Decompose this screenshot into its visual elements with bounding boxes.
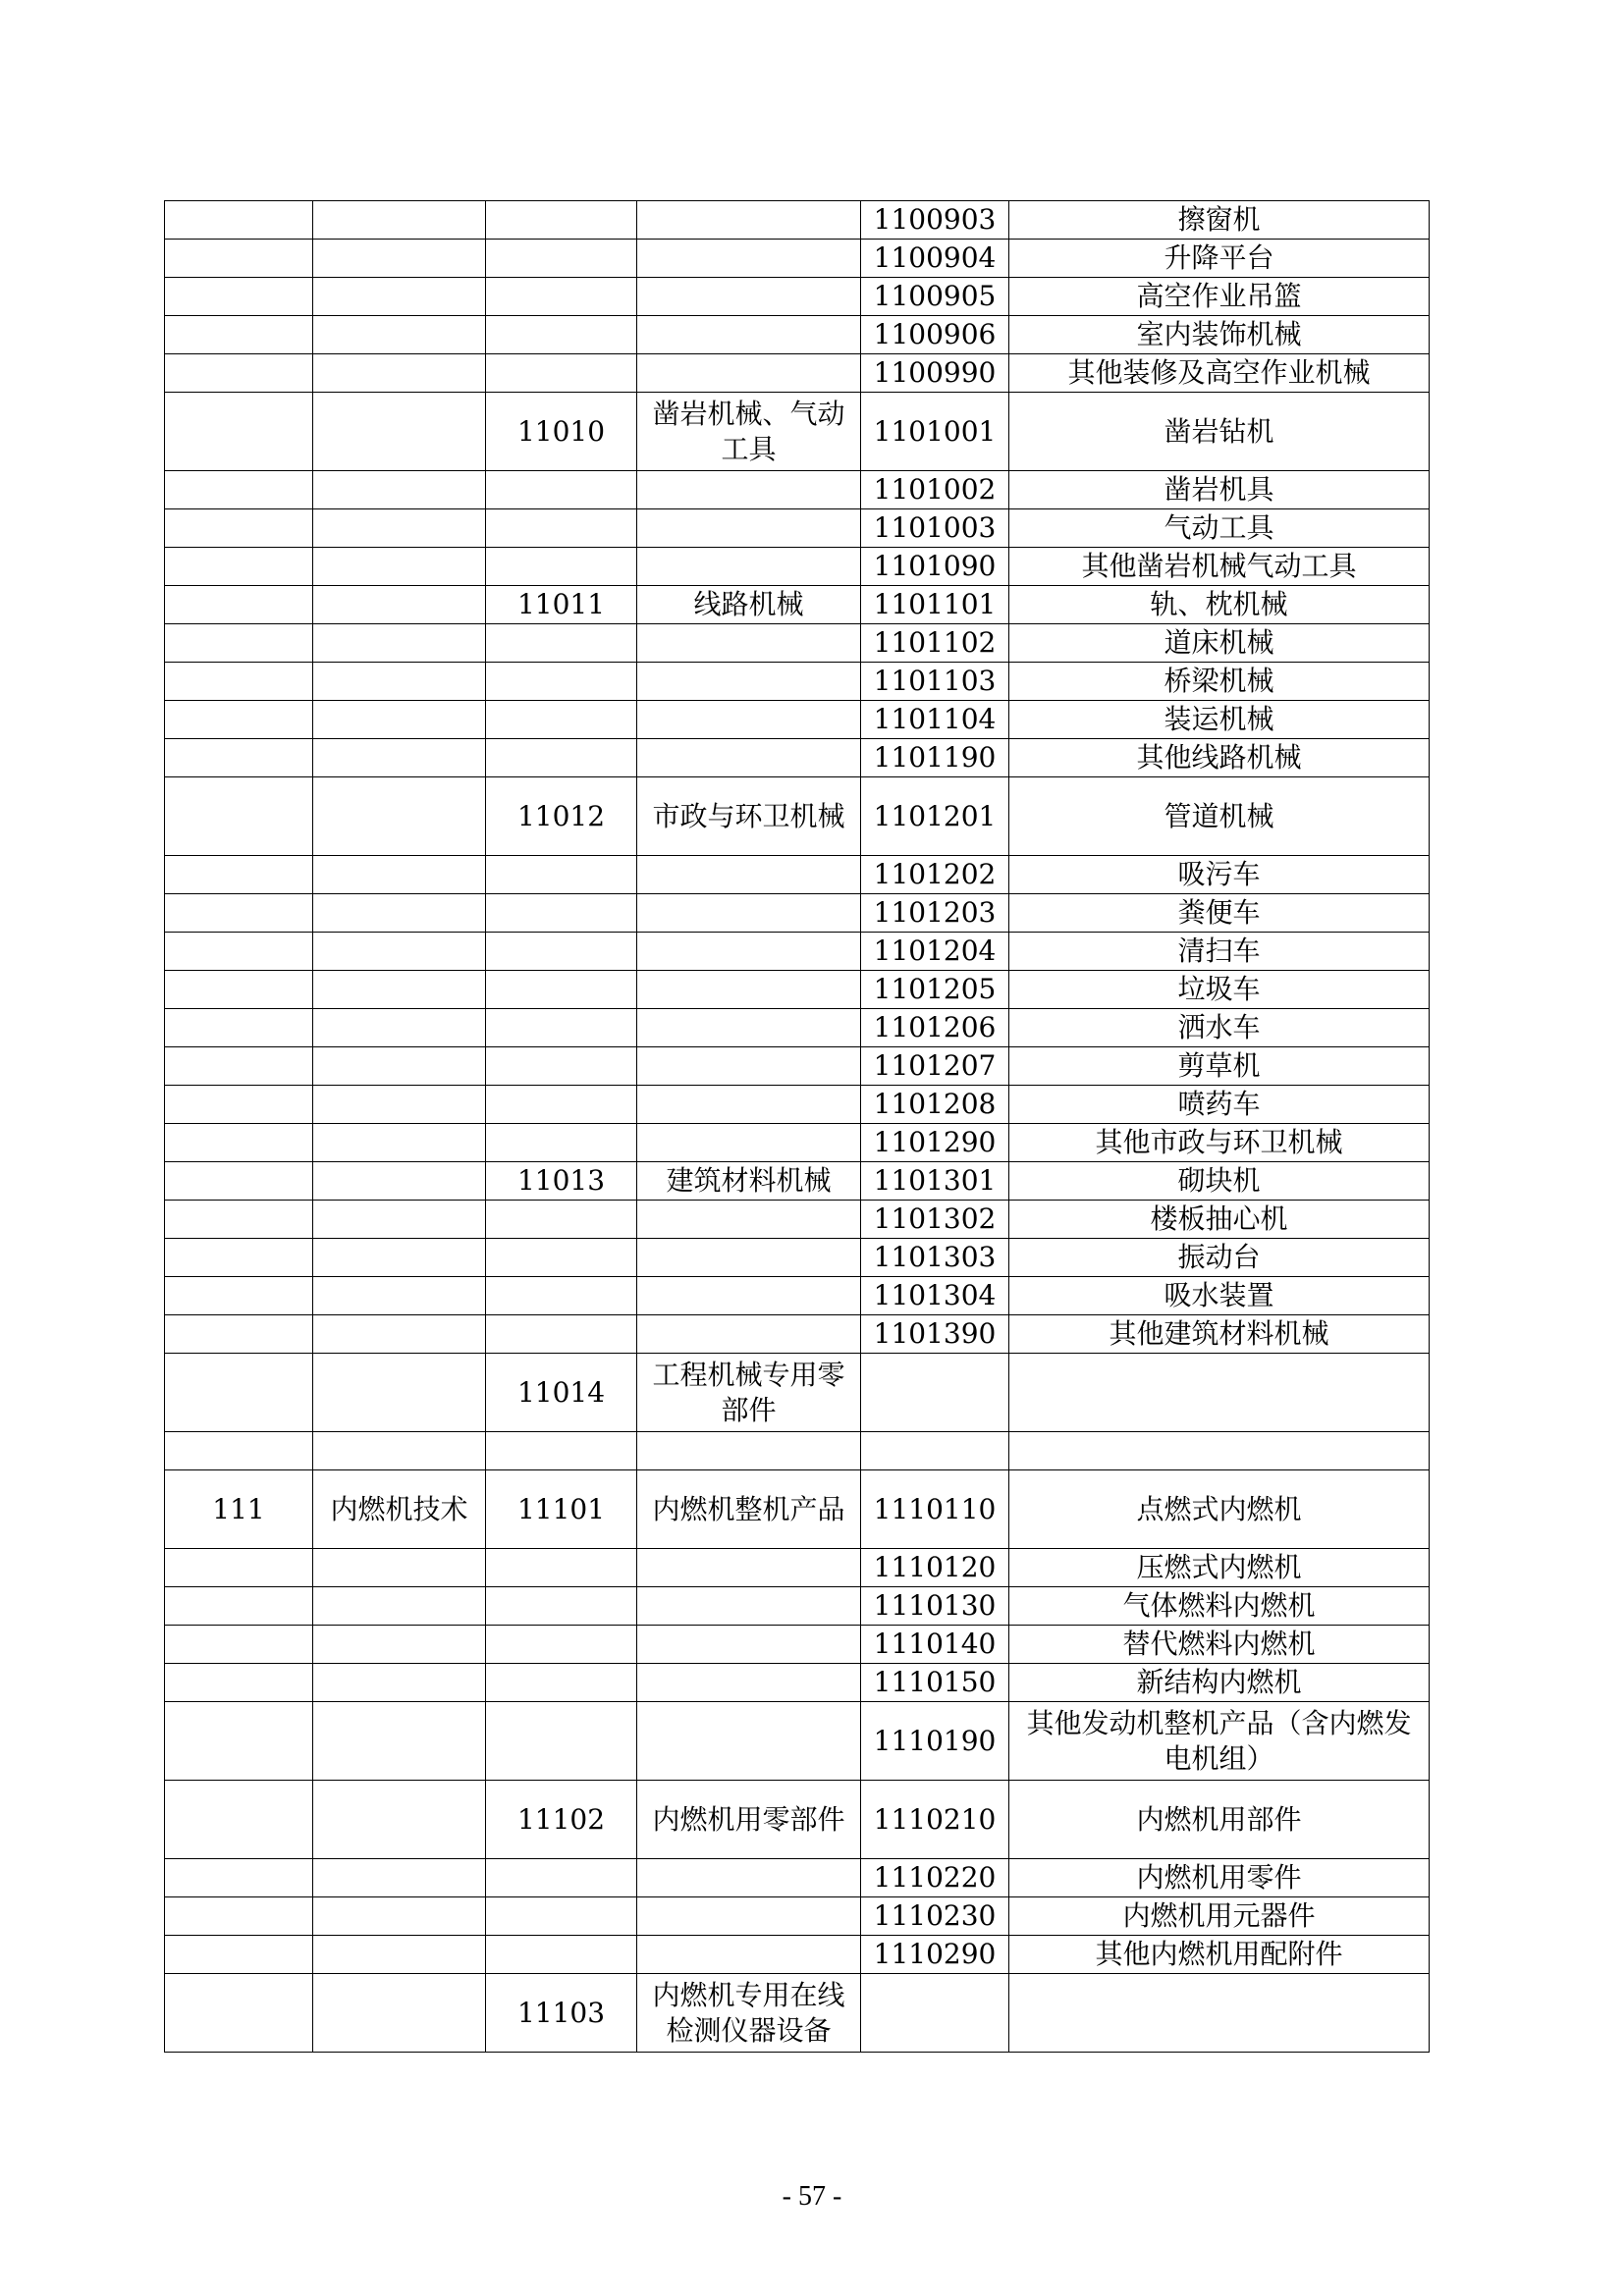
category-code-cell <box>165 1277 313 1315</box>
category-code-cell <box>165 1239 313 1277</box>
item-code-cell: 1101208 <box>861 1086 1009 1124</box>
category-code-cell <box>165 548 313 586</box>
category-name-cell <box>313 1086 486 1124</box>
subcategory-code-cell <box>486 1587 637 1626</box>
item-name-cell: 装运机械 <box>1009 701 1430 739</box>
item-code-cell <box>861 1974 1009 2053</box>
subcategory-name-cell <box>637 1664 861 1702</box>
category-code-cell <box>165 971 313 1009</box>
subcategory-code-cell <box>486 894 637 933</box>
subcategory-code-cell: 11014 <box>486 1354 637 1432</box>
subcategory-code-cell <box>486 1664 637 1702</box>
subcategory-name-cell <box>637 278 861 316</box>
subcategory-code-cell <box>486 1124 637 1162</box>
category-name-cell <box>313 1354 486 1432</box>
category-name-cell <box>313 1859 486 1897</box>
category-code-cell <box>165 777 313 856</box>
subcategory-code-cell <box>486 663 637 701</box>
subcategory-name-cell <box>637 1859 861 1897</box>
item-name-cell: 凿岩机具 <box>1009 471 1430 509</box>
category-code-cell <box>165 933 313 971</box>
item-code-cell: 1100905 <box>861 278 1009 316</box>
item-name-cell <box>1009 1974 1430 2053</box>
item-code-cell: 1101390 <box>861 1315 1009 1354</box>
item-name-cell: 点燃式内燃机 <box>1009 1470 1430 1549</box>
table-row <box>165 201 1430 240</box>
category-code-cell <box>165 1587 313 1626</box>
category-name-cell <box>313 1201 486 1239</box>
subcategory-name-cell <box>637 701 861 739</box>
table-row <box>165 1664 1430 1702</box>
subcategory-name-cell <box>637 1432 861 1470</box>
category-name-cell <box>313 1432 486 1470</box>
category-name-cell <box>313 739 486 777</box>
category-code-cell <box>165 1315 313 1354</box>
category-name-cell <box>313 509 486 548</box>
table-row <box>165 1086 1430 1124</box>
category-code-cell <box>165 1702 313 1781</box>
table-row <box>165 1239 1430 1277</box>
subcategory-code-cell <box>486 1047 637 1086</box>
item-name-cell <box>1009 1432 1430 1470</box>
table-row <box>165 393 1430 471</box>
subcategory-code-cell <box>486 354 637 393</box>
subcategory-code-cell <box>486 971 637 1009</box>
subcategory-code-cell <box>486 1859 637 1897</box>
item-code-cell: 1101302 <box>861 1201 1009 1239</box>
item-code-cell: 1101303 <box>861 1239 1009 1277</box>
table-row <box>165 1432 1430 1470</box>
category-name-cell <box>313 240 486 278</box>
table-row <box>165 971 1430 1009</box>
category-code-cell <box>165 1549 313 1587</box>
category-code-cell <box>165 1124 313 1162</box>
category-code-cell <box>165 894 313 933</box>
subcategory-code-cell: 11103 <box>486 1974 637 2053</box>
item-name-cell: 内燃机用元器件 <box>1009 1897 1430 1936</box>
category-name-cell <box>313 201 486 240</box>
item-name-cell: 清扫车 <box>1009 933 1430 971</box>
item-code-cell: 1101003 <box>861 509 1009 548</box>
page-number: - 57 - <box>782 2181 842 2212</box>
item-code-cell: 1101206 <box>861 1009 1009 1047</box>
category-name-cell <box>313 1702 486 1781</box>
item-name-cell: 替代燃料内燃机 <box>1009 1626 1430 1664</box>
subcategory-name-cell <box>637 933 861 971</box>
subcategory-code-cell <box>486 1897 637 1936</box>
category-code-cell <box>165 586 313 624</box>
item-code-cell: 1110190 <box>861 1702 1009 1781</box>
subcategory-code-cell <box>486 933 637 971</box>
item-code-cell: 1101203 <box>861 894 1009 933</box>
item-name-cell: 桥梁机械 <box>1009 663 1430 701</box>
category-name-cell <box>313 894 486 933</box>
item-name-cell: 道床机械 <box>1009 624 1430 663</box>
table-row <box>165 1277 1430 1315</box>
item-name-cell: 内燃机用零件 <box>1009 1859 1430 1897</box>
item-name-cell: 凿岩钻机 <box>1009 393 1430 471</box>
item-name-cell: 管道机械 <box>1009 777 1430 856</box>
item-code-cell: 1101301 <box>861 1162 1009 1201</box>
table-row <box>165 663 1430 701</box>
category-name-cell <box>313 1549 486 1587</box>
category-code-cell <box>165 701 313 739</box>
item-code-cell: 1101190 <box>861 739 1009 777</box>
category-code-cell <box>165 663 313 701</box>
category-name-cell: 内燃机技术 <box>313 1470 486 1549</box>
subcategory-code-cell <box>486 1936 637 1974</box>
subcategory-code-cell <box>486 548 637 586</box>
table-row <box>165 1201 1430 1239</box>
table-row <box>165 1162 1430 1201</box>
subcategory-name-cell <box>637 316 861 354</box>
table-row <box>165 1936 1430 1974</box>
subcategory-name-cell <box>637 1936 861 1974</box>
item-name-cell: 其他装修及高空作业机械 <box>1009 354 1430 393</box>
subcategory-name-cell <box>637 201 861 240</box>
item-name-cell: 洒水车 <box>1009 1009 1430 1047</box>
category-code-cell <box>165 1432 313 1470</box>
item-code-cell: 1101202 <box>861 856 1009 894</box>
table-row <box>165 1974 1430 2053</box>
subcategory-name-cell <box>637 1239 861 1277</box>
category-code-cell <box>165 1664 313 1702</box>
category-code-cell <box>165 471 313 509</box>
subcategory-name-cell <box>637 1086 861 1124</box>
category-code-cell <box>165 624 313 663</box>
item-code-cell: 1101290 <box>861 1124 1009 1162</box>
category-name-cell <box>313 1897 486 1936</box>
subcategory-name-cell <box>637 354 861 393</box>
subcategory-code-cell: 11011 <box>486 586 637 624</box>
subcategory-code-cell <box>486 1702 637 1781</box>
subcategory-code-cell <box>486 471 637 509</box>
item-name-cell: 喷药车 <box>1009 1086 1430 1124</box>
subcategory-name-cell: 凿岩机械、气动工具 <box>637 393 861 471</box>
subcategory-code-cell <box>486 624 637 663</box>
table-row <box>165 1124 1430 1162</box>
subcategory-name-cell <box>637 1124 861 1162</box>
table-row <box>165 316 1430 354</box>
item-code-cell: 1101104 <box>861 701 1009 739</box>
table-row <box>165 509 1430 548</box>
subcategory-name-cell <box>637 1626 861 1664</box>
category-name-cell <box>313 1626 486 1664</box>
category-name-cell <box>313 971 486 1009</box>
subcategory-code-cell <box>486 316 637 354</box>
subcategory-code-cell <box>486 1549 637 1587</box>
item-code-cell: 1101090 <box>861 548 1009 586</box>
category-code-cell <box>165 1009 313 1047</box>
category-code-cell <box>165 1626 313 1664</box>
item-code-cell: 1110150 <box>861 1664 1009 1702</box>
category-code-cell <box>165 201 313 240</box>
category-code-cell <box>165 393 313 471</box>
item-name-cell: 室内装饰机械 <box>1009 316 1430 354</box>
item-code-cell: 1110110 <box>861 1470 1009 1549</box>
item-code-cell <box>861 1354 1009 1432</box>
category-name-cell <box>313 663 486 701</box>
subcategory-code-cell <box>486 1086 637 1124</box>
item-name-cell: 其他内燃机用配附件 <box>1009 1936 1430 1974</box>
subcategory-name-cell <box>637 739 861 777</box>
table-row <box>165 777 1430 856</box>
item-name-cell: 轨、枕机械 <box>1009 586 1430 624</box>
category-code-cell <box>165 316 313 354</box>
table-row <box>165 471 1430 509</box>
subcategory-name-cell <box>637 1009 861 1047</box>
item-code-cell: 1101205 <box>861 971 1009 1009</box>
subcategory-code-cell <box>486 739 637 777</box>
table-row <box>165 701 1430 739</box>
item-code-cell: 1110120 <box>861 1549 1009 1587</box>
table-row <box>165 1702 1430 1781</box>
item-code-cell: 1101002 <box>861 471 1009 509</box>
item-name-cell: 新结构内燃机 <box>1009 1664 1430 1702</box>
item-name-cell: 压燃式内燃机 <box>1009 1549 1430 1587</box>
category-name-cell <box>313 1047 486 1086</box>
category-name-cell <box>313 1315 486 1354</box>
subcategory-name-cell <box>637 624 861 663</box>
subcategory-name-cell <box>637 471 861 509</box>
item-code-cell: 1100990 <box>861 354 1009 393</box>
item-code-cell: 1110230 <box>861 1897 1009 1936</box>
category-name-cell <box>313 1277 486 1315</box>
subcategory-code-cell <box>486 856 637 894</box>
category-name-cell <box>313 471 486 509</box>
category-code-cell <box>165 1974 313 2053</box>
category-code-cell <box>165 354 313 393</box>
subcategory-name-cell <box>637 240 861 278</box>
item-code-cell: 1100906 <box>861 316 1009 354</box>
item-name-cell: 高空作业吊篮 <box>1009 278 1430 316</box>
table-row <box>165 1470 1430 1549</box>
item-code-cell: 1110290 <box>861 1936 1009 1974</box>
category-name-cell <box>313 1974 486 2053</box>
table-row <box>165 1354 1430 1432</box>
subcategory-code-cell <box>486 1239 637 1277</box>
category-name-cell <box>313 548 486 586</box>
category-code-cell <box>165 1201 313 1239</box>
item-code-cell: 1110210 <box>861 1781 1009 1859</box>
subcategory-code-cell: 11102 <box>486 1781 637 1859</box>
item-name-cell: 其他线路机械 <box>1009 739 1430 777</box>
category-code-cell <box>165 1086 313 1124</box>
table-row <box>165 278 1430 316</box>
subcategory-name-cell <box>637 548 861 586</box>
subcategory-code-cell <box>486 1201 637 1239</box>
item-name-cell: 粪便车 <box>1009 894 1430 933</box>
subcategory-code-cell <box>486 509 637 548</box>
subcategory-code-cell <box>486 1315 637 1354</box>
item-code-cell: 1101204 <box>861 933 1009 971</box>
category-name-cell <box>313 278 486 316</box>
item-name-cell: 其他建筑材料机械 <box>1009 1315 1430 1354</box>
category-code-cell <box>165 739 313 777</box>
category-name-cell <box>313 1587 486 1626</box>
category-name-cell <box>313 1162 486 1201</box>
item-name-cell: 擦窗机 <box>1009 201 1430 240</box>
subcategory-code-cell: 11013 <box>486 1162 637 1201</box>
subcategory-name-cell: 建筑材料机械 <box>637 1162 861 1201</box>
item-name-cell: 气体燃料内燃机 <box>1009 1587 1430 1626</box>
item-code-cell: 1101201 <box>861 777 1009 856</box>
category-code-cell <box>165 240 313 278</box>
table-row <box>165 1781 1430 1859</box>
table-row <box>165 624 1430 663</box>
table-row <box>165 354 1430 393</box>
subcategory-name-cell <box>637 1897 861 1936</box>
table-row <box>165 548 1430 586</box>
category-code-cell: 111 <box>165 1470 313 1549</box>
subcategory-name-cell <box>637 1315 861 1354</box>
category-name-cell <box>313 1781 486 1859</box>
item-name-cell: 砌块机 <box>1009 1162 1430 1201</box>
category-name-cell <box>313 933 486 971</box>
catalog-table-body <box>165 201 1430 2053</box>
subcategory-code-cell <box>486 1009 637 1047</box>
category-name-cell <box>313 393 486 471</box>
item-name-cell: 吸污车 <box>1009 856 1430 894</box>
subcategory-code-cell: 11101 <box>486 1470 637 1549</box>
category-code-cell <box>165 1936 313 1974</box>
item-name-cell: 其他市政与环卫机械 <box>1009 1124 1430 1162</box>
subcategory-name-cell <box>637 894 861 933</box>
subcategory-name-cell <box>637 1549 861 1587</box>
table-row <box>165 1587 1430 1626</box>
category-name-cell <box>313 777 486 856</box>
subcategory-name-cell: 线路机械 <box>637 586 861 624</box>
item-name-cell: 其他凿岩机械气动工具 <box>1009 548 1430 586</box>
table-row <box>165 739 1430 777</box>
category-name-cell <box>313 1936 486 1974</box>
category-name-cell <box>313 1124 486 1162</box>
table-row <box>165 1549 1430 1587</box>
subcategory-name-cell <box>637 509 861 548</box>
category-code-cell <box>165 509 313 548</box>
subcategory-name-cell: 工程机械专用零部件 <box>637 1354 861 1432</box>
item-name-cell: 振动台 <box>1009 1239 1430 1277</box>
item-code-cell: 1110140 <box>861 1626 1009 1664</box>
subcategory-code-cell: 11010 <box>486 393 637 471</box>
table-row <box>165 1315 1430 1354</box>
subcategory-name-cell: 内燃机用零部件 <box>637 1781 861 1859</box>
subcategory-code-cell: 11012 <box>486 777 637 856</box>
category-code-cell <box>165 856 313 894</box>
category-name-cell <box>313 1664 486 1702</box>
item-code-cell: 1101304 <box>861 1277 1009 1315</box>
category-name-cell <box>313 1239 486 1277</box>
item-code-cell: 1101102 <box>861 624 1009 663</box>
subcategory-code-cell <box>486 278 637 316</box>
category-code-cell <box>165 1162 313 1201</box>
category-code-cell <box>165 1047 313 1086</box>
subcategory-name-cell <box>637 971 861 1009</box>
item-code-cell: 1100904 <box>861 240 1009 278</box>
category-name-cell <box>313 586 486 624</box>
category-name-cell <box>313 354 486 393</box>
subcategory-code-cell <box>486 701 637 739</box>
subcategory-name-cell <box>637 1047 861 1086</box>
item-code-cell: 1101001 <box>861 393 1009 471</box>
category-name-cell <box>313 1009 486 1047</box>
item-name-cell: 吸水装置 <box>1009 1277 1430 1315</box>
catalog-table <box>164 200 1430 2053</box>
item-code-cell: 1100903 <box>861 201 1009 240</box>
subcategory-name-cell <box>637 1587 861 1626</box>
subcategory-name-cell <box>637 1201 861 1239</box>
subcategory-name-cell: 内燃机专用在线检测仪器设备 <box>637 1974 861 2053</box>
category-code-cell <box>165 1354 313 1432</box>
item-code-cell: 1101101 <box>861 586 1009 624</box>
table-row <box>165 1859 1430 1897</box>
category-name-cell <box>313 701 486 739</box>
category-code-cell <box>165 278 313 316</box>
table-row <box>165 1009 1430 1047</box>
table-row <box>165 933 1430 971</box>
category-name-cell <box>313 316 486 354</box>
table-row <box>165 894 1430 933</box>
subcategory-code-cell <box>486 1626 637 1664</box>
subcategory-name-cell <box>637 1277 861 1315</box>
category-code-cell <box>165 1897 313 1936</box>
category-code-cell <box>165 1781 313 1859</box>
item-code-cell: 1110220 <box>861 1859 1009 1897</box>
category-name-cell <box>313 856 486 894</box>
subcategory-name-cell <box>637 663 861 701</box>
item-name-cell: 垃圾车 <box>1009 971 1430 1009</box>
category-name-cell <box>313 624 486 663</box>
item-name-cell: 楼板抽心机 <box>1009 1201 1430 1239</box>
table-row <box>165 856 1430 894</box>
item-name-cell: 气动工具 <box>1009 509 1430 548</box>
item-code-cell: 1101103 <box>861 663 1009 701</box>
item-name-cell: 内燃机用部件 <box>1009 1781 1430 1859</box>
subcategory-name-cell <box>637 856 861 894</box>
subcategory-code-cell <box>486 1432 637 1470</box>
item-code-cell: 1101207 <box>861 1047 1009 1086</box>
item-name-cell: 其他发动机整机产品（含内燃发电机组） <box>1009 1702 1430 1781</box>
item-name-cell <box>1009 1354 1430 1432</box>
item-name-cell: 升降平台 <box>1009 240 1430 278</box>
table-row <box>165 1897 1430 1936</box>
subcategory-name-cell: 市政与环卫机械 <box>637 777 861 856</box>
subcategory-code-cell <box>486 1277 637 1315</box>
item-code-cell: 1110130 <box>861 1587 1009 1626</box>
subcategory-name-cell <box>637 1702 861 1781</box>
item-name-cell: 剪草机 <box>1009 1047 1430 1086</box>
table-row <box>165 1626 1430 1664</box>
category-code-cell <box>165 1859 313 1897</box>
item-code-cell <box>861 1432 1009 1470</box>
subcategory-name-cell: 内燃机整机产品 <box>637 1470 861 1549</box>
subcategory-code-cell <box>486 240 637 278</box>
table-row <box>165 586 1430 624</box>
table-row <box>165 240 1430 278</box>
subcategory-code-cell <box>486 201 637 240</box>
table-row <box>165 1047 1430 1086</box>
